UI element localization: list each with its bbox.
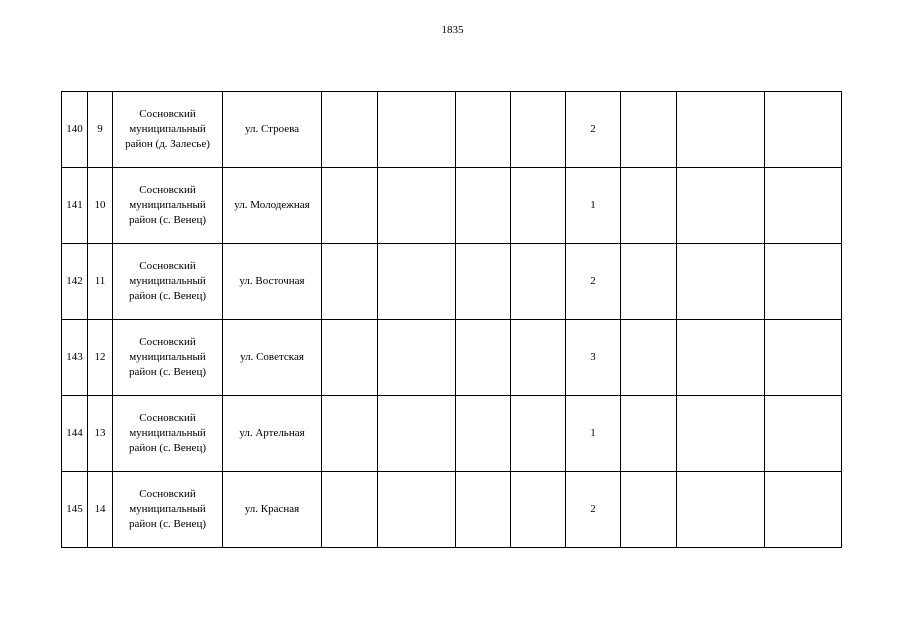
district-line: Сосновский: [139, 184, 196, 196]
value-cell: 2: [566, 244, 621, 320]
street-cell: ул. Красная: [223, 472, 322, 548]
table-row: [62, 472, 842, 548]
empty-cell: [677, 320, 765, 396]
empty-cell: [456, 472, 511, 548]
empty-cell: [378, 396, 456, 472]
street-cell: ул. Восточная: [223, 244, 322, 320]
table-row: [62, 168, 842, 244]
empty-cell: [511, 472, 566, 548]
table-row: [62, 396, 842, 472]
empty-cell: [621, 92, 677, 168]
empty-cell: [456, 92, 511, 168]
empty-cell: [322, 168, 378, 244]
empty-cell: [511, 244, 566, 320]
empty-cell: [456, 396, 511, 472]
row-number-cell: 140: [62, 92, 88, 168]
empty-cell: [765, 396, 842, 472]
value-cell: 2: [566, 92, 621, 168]
street-cell: ул. Артельная: [223, 396, 322, 472]
empty-cell: [765, 320, 842, 396]
district-line: муниципальный: [129, 427, 206, 439]
district-line: район (с. Венец): [129, 214, 206, 226]
district-line: район (с. Венец): [129, 518, 206, 530]
empty-cell: [765, 244, 842, 320]
empty-cell: [322, 244, 378, 320]
empty-cell: [621, 320, 677, 396]
empty-cell: [378, 168, 456, 244]
district-line: район (д. Залесье): [125, 138, 210, 150]
page-number: 1835: [441, 24, 464, 36]
empty-cell: [621, 244, 677, 320]
empty-cell: [456, 168, 511, 244]
street-cell: ул. Молодежная: [223, 168, 322, 244]
street-cell: ул. Советская: [223, 320, 322, 396]
district-line: Сосновский: [139, 108, 196, 120]
empty-cell: [322, 472, 378, 548]
district-line: Сосновский: [139, 336, 196, 348]
empty-cell: [677, 472, 765, 548]
empty-cell: [765, 92, 842, 168]
row-number-cell: 144: [62, 396, 88, 472]
district-line: муниципальный: [129, 351, 206, 363]
empty-cell: [322, 320, 378, 396]
empty-cell: [765, 168, 842, 244]
district-cell: [113, 92, 223, 168]
empty-cell: [322, 92, 378, 168]
empty-cell: [456, 244, 511, 320]
value-cell: 2: [566, 472, 621, 548]
row-number-cell: 142: [62, 244, 88, 320]
value-cell: 1: [566, 396, 621, 472]
street-cell: ул. Строева: [223, 92, 322, 168]
value-cell: 1: [566, 168, 621, 244]
district-cell: [113, 396, 223, 472]
empty-cell: [378, 92, 456, 168]
district-line: муниципальный: [129, 199, 206, 211]
data-table: [61, 91, 842, 548]
district-line: муниципальный: [129, 123, 206, 135]
row-subnumber-cell: 11: [88, 244, 113, 320]
empty-cell: [322, 396, 378, 472]
empty-cell: [511, 320, 566, 396]
table-body: [62, 92, 842, 548]
empty-cell: [511, 92, 566, 168]
table-row: [62, 320, 842, 396]
empty-cell: [677, 92, 765, 168]
district-line: муниципальный: [129, 275, 206, 287]
empty-cell: [621, 168, 677, 244]
row-number-cell: 143: [62, 320, 88, 396]
district-line: муниципальный: [129, 503, 206, 515]
district-cell: [113, 472, 223, 548]
district-line: Сосновский: [139, 260, 196, 272]
district-cell: [113, 320, 223, 396]
table-row: [62, 244, 842, 320]
empty-cell: [378, 320, 456, 396]
row-subnumber-cell: 9: [88, 92, 113, 168]
empty-cell: [621, 396, 677, 472]
empty-cell: [677, 396, 765, 472]
row-subnumber-cell: 12: [88, 320, 113, 396]
empty-cell: [456, 320, 511, 396]
empty-cell: [378, 244, 456, 320]
empty-cell: [378, 472, 456, 548]
district-line: Сосновский: [139, 488, 196, 500]
empty-cell: [677, 244, 765, 320]
row-subnumber-cell: 10: [88, 168, 113, 244]
row-subnumber-cell: 14: [88, 472, 113, 548]
empty-cell: [765, 472, 842, 548]
district-line: район (с. Венец): [129, 366, 206, 378]
empty-cell: [511, 396, 566, 472]
district-line: район (с. Венец): [129, 290, 206, 302]
district-line: Сосновский: [139, 412, 196, 424]
district-cell: [113, 244, 223, 320]
row-number-cell: 145: [62, 472, 88, 548]
row-subnumber-cell: 13: [88, 396, 113, 472]
row-number-cell: 141: [62, 168, 88, 244]
empty-cell: [677, 168, 765, 244]
empty-cell: [511, 168, 566, 244]
empty-cell: [621, 472, 677, 548]
district-cell: [113, 168, 223, 244]
table-row: [62, 92, 842, 168]
district-line: район (с. Венец): [129, 442, 206, 454]
value-cell: 3: [566, 320, 621, 396]
